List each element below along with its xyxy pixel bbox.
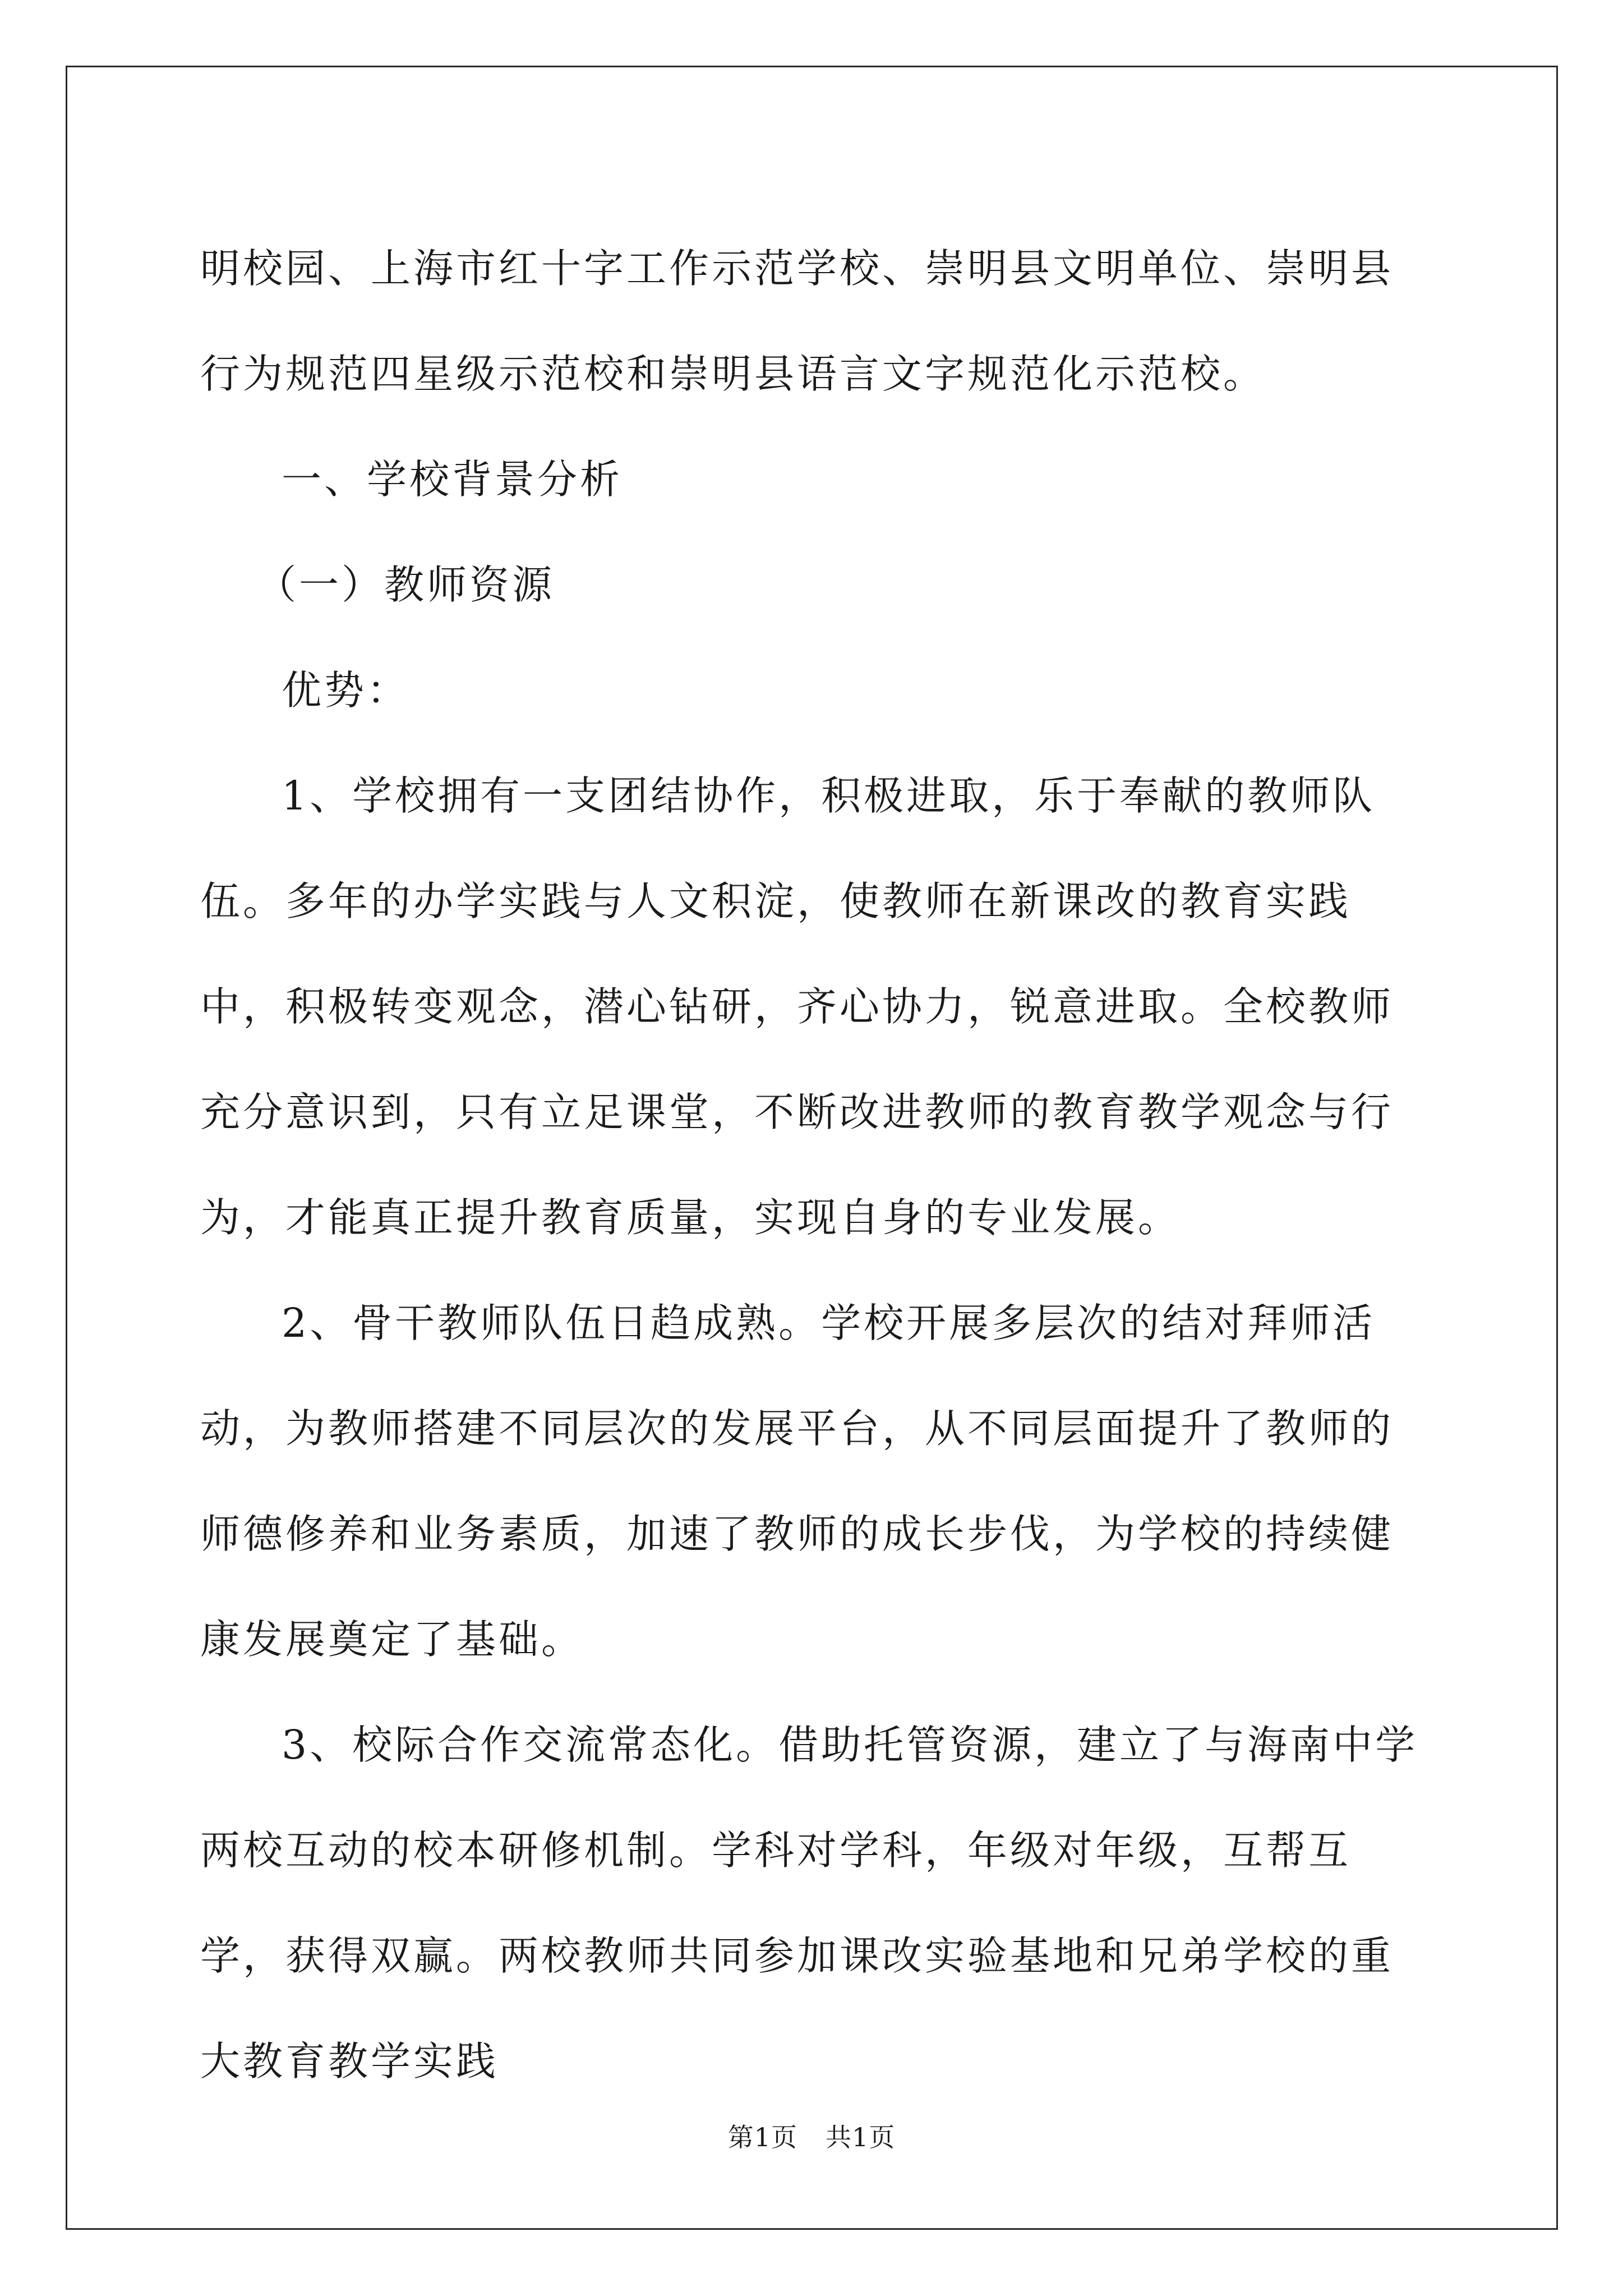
paragraph-continuation: 明校园、上海市红十字工作示范学校、崇明县文明单位、崇明县行为规范四星级示范校和崇明县语言文字规范化示范校。 <box>200 245 1394 397</box>
page-total: 共1页 <box>826 2122 896 2152</box>
document-body <box>200 216 1428 2114</box>
subsection-heading: （一）教师资源 <box>256 562 555 608</box>
paragraph-item-2: 2、骨干教师队伍日趋成熟。学校开展多层次的结对拜师活动，为教师搭建不同层次的发展平台，从不同层面提升了教师的师德修养和业务素质，加速了教师的成长步伐，为学校的持续健康发展奠定了基础。 <box>200 1300 1394 1663</box>
paragraph-item-3: 3、校际合作交流常态化。借助托管资源，建立了与海南中学两校互动的校本研修机制。学科对学科，年级对年级，互帮互学，获得双赢。两校教师共同参加课改实验基地和兄弟学校的重大教育教学实践 <box>200 1722 1418 2085</box>
section-heading: 一、学校背景分析 <box>282 456 623 503</box>
page-footer <box>0 2120 1623 2154</box>
paragraph-item-1: 1、学校拥有一支团结协作，积极进取，乐于奉献的教师队伍。多年的办学实践与人文积淀，使教师在新课改的教育实践中，积极转变观念，潜心钻研，齐心协力，锐意进取。全校教师充分意识到，只有立足课堂，不断改进教师的教育教学观念与行为，才能真正提升教育质量，实现自身的专业发展。 <box>200 772 1394 1241</box>
strengths-label: 优势： <box>282 667 410 714</box>
page-number: 第1页 <box>727 2122 797 2152</box>
